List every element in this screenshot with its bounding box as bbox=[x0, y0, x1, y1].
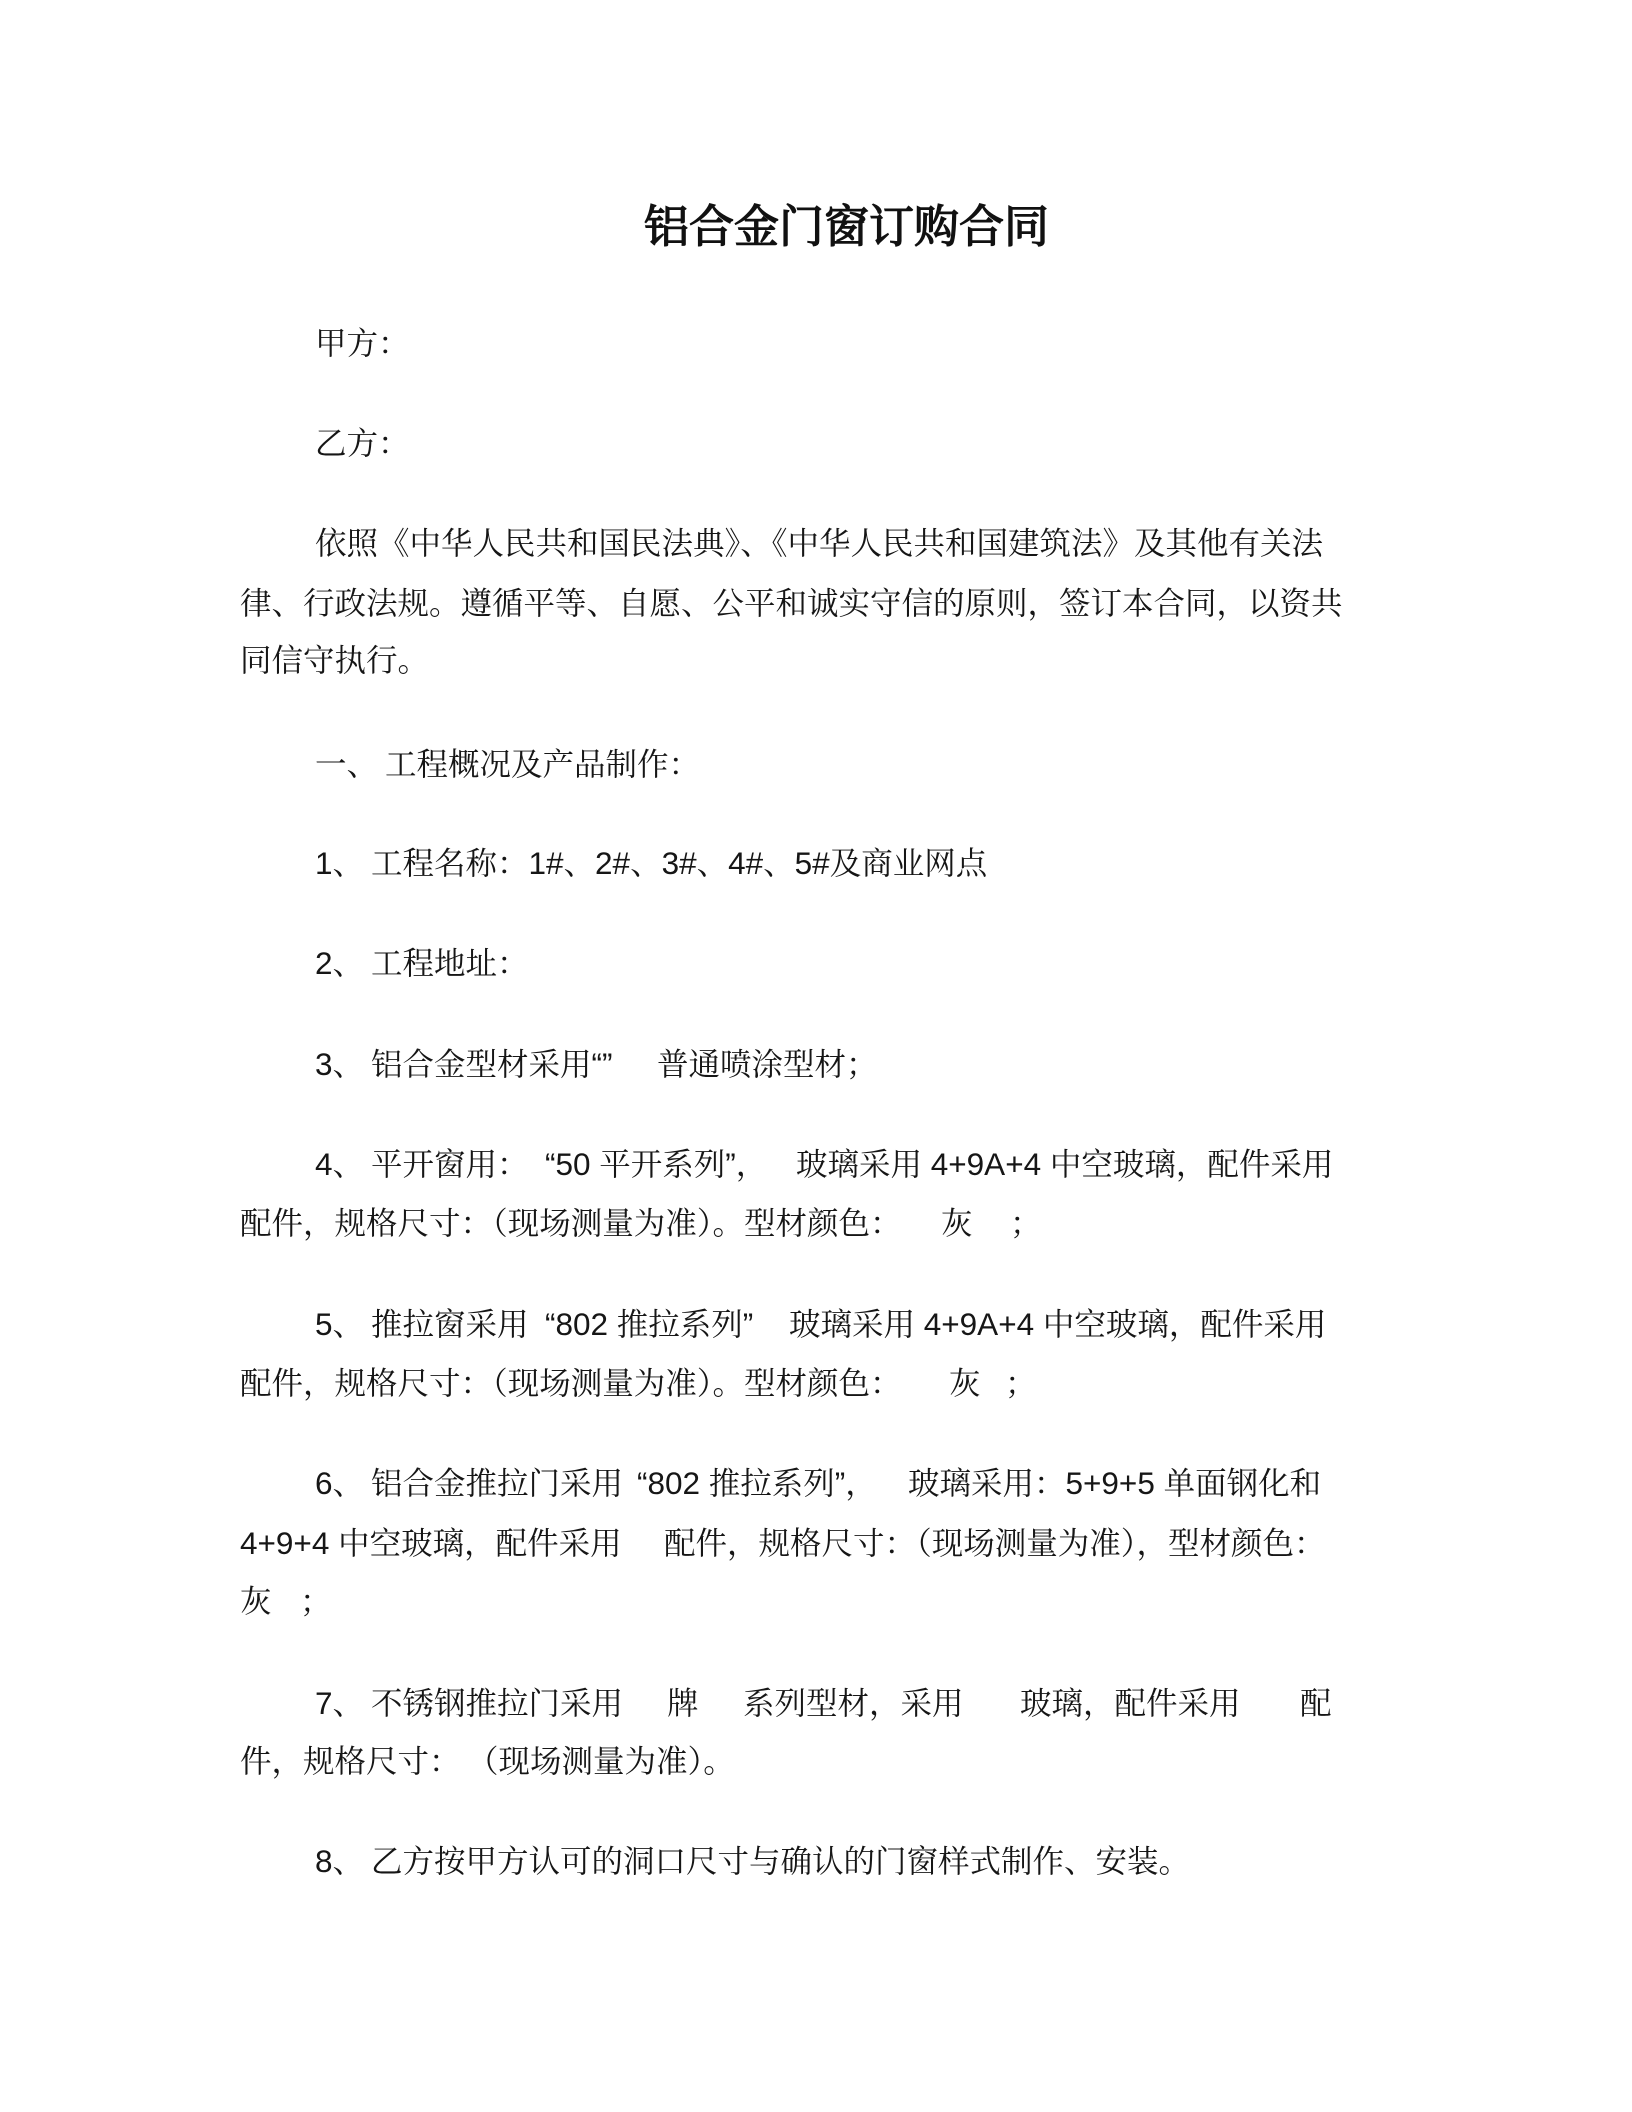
clause-5-line-1 bbox=[0, 1302, 1632, 1346]
clause-text: “802 推拉系列” bbox=[545, 1306, 754, 1342]
preamble-text: 依照《中华人民共和国民法典》、《中华人民共和国建筑法》及其他有关法 bbox=[315, 525, 1324, 561]
profile-color-value: 灰 bbox=[941, 1205, 973, 1241]
clause-1-line-1 bbox=[0, 841, 1632, 885]
section-heading bbox=[0, 742, 1632, 786]
party-b-label: 乙方： bbox=[315, 425, 410, 461]
clause-text: 工程名称：1#、2#、3#、4#、5#及商业网点 bbox=[371, 845, 988, 881]
profile-color-value: 灰 bbox=[949, 1365, 981, 1401]
party-a-label: 甲方： bbox=[315, 325, 410, 361]
clause-text: 平开窗用： bbox=[371, 1146, 529, 1182]
clause-text: 推拉窗采用 bbox=[371, 1306, 529, 1342]
clause-2-line-1 bbox=[0, 941, 1632, 985]
clause-8-line-1 bbox=[0, 1839, 1632, 1883]
clause-text: 系列型材，采用 bbox=[743, 1685, 964, 1721]
clause-number: 5、 bbox=[315, 1306, 365, 1342]
clause-text: 配件，规格尺寸：（现场测量为准），型材颜色： bbox=[664, 1525, 1326, 1561]
clause-text: “50 平开系列”， bbox=[545, 1146, 768, 1182]
section-number: 一、 bbox=[315, 746, 379, 782]
clause-number: 3、 bbox=[315, 1046, 365, 1082]
clause-text: 4+9+4 中空玻璃，配件采用 bbox=[240, 1525, 622, 1561]
clause-text: 普通喷涂型材； bbox=[657, 1046, 878, 1082]
clause-number: 4、 bbox=[315, 1146, 365, 1182]
clause-number: 2、 bbox=[315, 945, 365, 981]
clause-text: ； bbox=[300, 1583, 332, 1619]
clause-number: 6、 bbox=[315, 1465, 365, 1501]
clause-text: 铝合金型材采用“” bbox=[371, 1046, 613, 1082]
clause-text: 玻璃采用 4+9A+4 中空玻璃，配件采用 bbox=[796, 1146, 1334, 1182]
clause-text: 玻璃采用：5+9+5 单面钢化和 bbox=[908, 1465, 1322, 1501]
party-a-line bbox=[0, 321, 1632, 365]
section-title: 工程概况及产品制作： bbox=[385, 746, 701, 782]
preamble-line bbox=[0, 638, 1632, 682]
clause-text: 配件，规格尺寸：（现场测量为准）。型材颜色： bbox=[240, 1365, 902, 1401]
clause-number: 1、 bbox=[315, 845, 365, 881]
clause-text: 玻璃采用 4+9A+4 中空玻璃，配件采用 bbox=[789, 1306, 1327, 1342]
clause-6-line-1 bbox=[0, 1461, 1632, 1505]
preamble-text: 同信守执行。 bbox=[240, 642, 430, 678]
clause-text: 铝合金推拉门采用 bbox=[371, 1465, 624, 1501]
preamble-line bbox=[0, 581, 1632, 625]
document-title: 铝合金门窗订购合同 bbox=[644, 201, 1050, 252]
clause-3-line-1 bbox=[0, 1042, 1632, 1086]
clause-text: 不锈钢推拉门采用 bbox=[371, 1685, 624, 1721]
clause-text: ； bbox=[1005, 1365, 1037, 1401]
clause-text: 玻璃，配件采用 bbox=[1020, 1685, 1241, 1721]
clause-text: “802 推拉系列”， bbox=[637, 1465, 877, 1501]
clause-7-line-2 bbox=[0, 1739, 1632, 1783]
clause-4-line-1 bbox=[0, 1142, 1632, 1186]
clause-number: 7、 bbox=[315, 1685, 365, 1721]
preamble-text: 律、行政法规。遵循平等、自愿、公平和诚实守信的原则，签订本合同，以资共 bbox=[240, 585, 1343, 621]
clause-text: 配件，规格尺寸：（现场测量为准）。型材颜色： bbox=[240, 1205, 902, 1241]
preamble-line bbox=[0, 521, 1632, 565]
clause-text: 牌 bbox=[667, 1685, 699, 1721]
clause-text: （现场测量为准）。 bbox=[467, 1743, 735, 1779]
clause-text: 配 bbox=[1300, 1685, 1332, 1721]
clause-6-line-2 bbox=[0, 1521, 1632, 1565]
clause-text: ； bbox=[1010, 1205, 1042, 1241]
clause-number: 8、 bbox=[315, 1843, 365, 1879]
clause-text: 件，规格尺寸： bbox=[240, 1743, 461, 1779]
clause-text: 工程地址： bbox=[371, 945, 529, 981]
clause-6-line-3 bbox=[0, 1579, 1632, 1623]
clause-5-line-2 bbox=[0, 1361, 1632, 1405]
clause-text: 乙方按甲方认可的洞口尺寸与确认的门窗样式制作、安装。 bbox=[371, 1843, 1191, 1879]
party-b-line bbox=[0, 421, 1632, 465]
clause-7-line-1 bbox=[0, 1681, 1632, 1725]
clause-4-line-2 bbox=[0, 1201, 1632, 1245]
profile-color-value: 灰 bbox=[240, 1583, 272, 1619]
